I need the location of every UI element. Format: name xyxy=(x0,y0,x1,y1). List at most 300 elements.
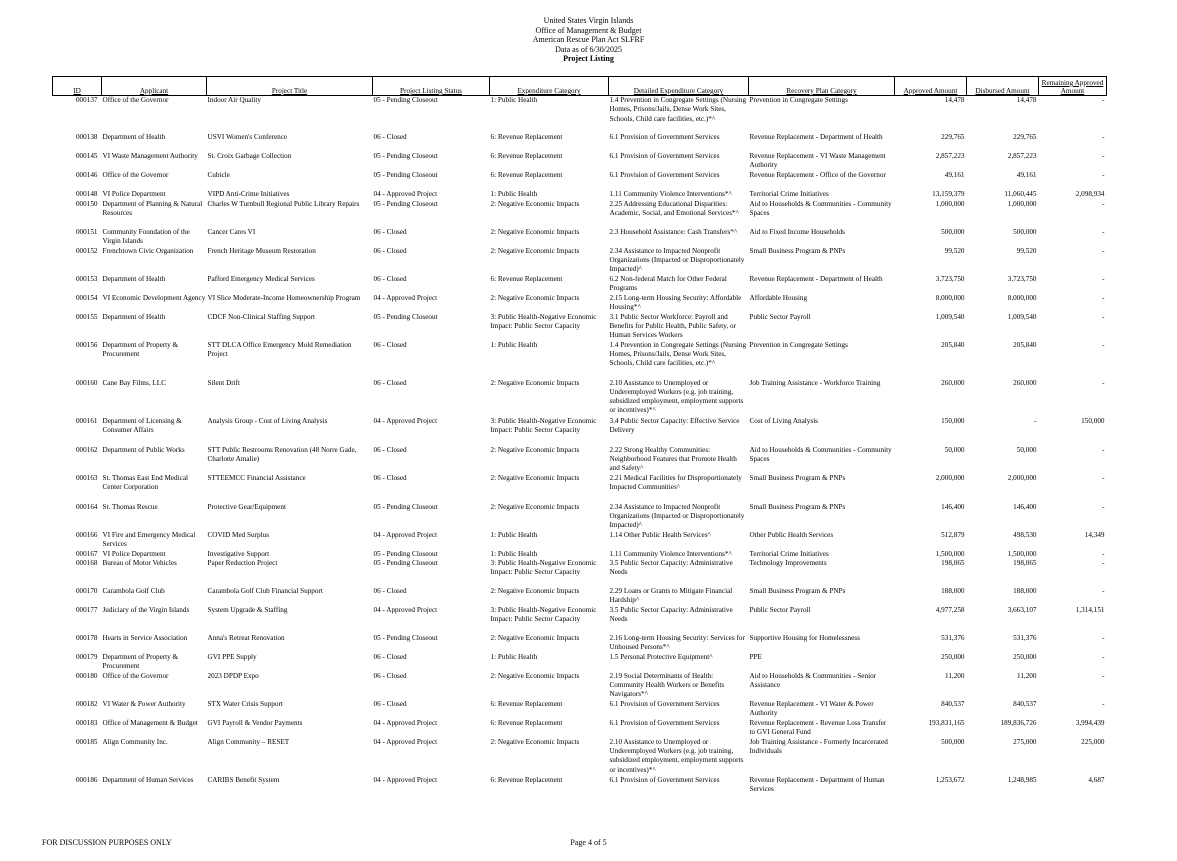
cell-status: 05 - Pending Closeout xyxy=(373,151,438,160)
cell-project-title: STTEEMCC Financial Assistance xyxy=(207,473,306,482)
cell-project-title: Pafford Emergency Medical Services xyxy=(207,274,315,283)
cell-detailed-category: 1.4 Prevention in Congregate Settings (Nursing Homes, Prisons/Jails, Dense Work Sites, Schools, Child care facilities, etc.)*^ xyxy=(609,96,747,123)
cell-approved-amount: 1,253,672 xyxy=(935,775,965,784)
cell-applicant: VI Economic Development Agency xyxy=(102,293,206,302)
cell-recovery-plan: Prevention in Congregate Settings xyxy=(749,96,848,104)
cell-detailed-category: 2.25 Addressing Educational Disparities: Academic, Social, and Emotional Services*^ xyxy=(609,199,740,217)
footer-disclaimer: FOR DISCUSSION PURPOSES ONLY xyxy=(42,838,172,847)
cell-applicant: VI Fire and Emergency Medical Services xyxy=(102,530,196,548)
cell-remaining-amount: 3,994,439 xyxy=(1075,718,1105,727)
cell-recovery-plan: Small Business Program & PNPs xyxy=(749,246,846,255)
cell-remaining-amount: - xyxy=(1102,227,1105,236)
cell-id: 000179 xyxy=(75,652,98,661)
table-row xyxy=(53,738,1107,776)
cell-detailed-category: 6.1 Provision of Government Services xyxy=(609,718,720,727)
cell-id: 000168 xyxy=(75,558,98,567)
cell-id: 000185 xyxy=(75,737,98,746)
cell-expenditure-category: 6: Revenue Replacement xyxy=(490,274,563,283)
cell-approved-amount: 250,000 xyxy=(941,652,965,661)
cell-applicant: Office of Management & Budget xyxy=(102,718,198,727)
cell-remaining-amount: - xyxy=(1102,312,1105,321)
cell-recovery-plan: Small Business Program & PNPs xyxy=(749,586,846,595)
cell-expenditure-category: 2: Negative Economic Impacts xyxy=(490,633,580,642)
cell-detailed-category: 6.1 Provision of Government Services xyxy=(609,151,720,160)
cell-project-title: Protective Gear/Equipment xyxy=(207,502,286,511)
cell-approved-amount: 146,400 xyxy=(941,502,965,511)
header-line-4: Data as of 6/30/2025 xyxy=(555,44,622,54)
cell-project-title: USVI Women's Conference xyxy=(207,132,288,141)
table-row xyxy=(53,417,1107,446)
cell-detailed-category: 2.29 Loans or Grants to Mitigate Financial Hardship^ xyxy=(609,586,733,605)
cell-recovery-plan: Supportive Housing for Homelessness xyxy=(749,633,860,642)
cell-remaining-amount: - xyxy=(1102,699,1105,708)
cell-status: 04 - Approved Project xyxy=(373,605,438,614)
cell-disbursed-amount: 2,857,223 xyxy=(1007,151,1037,160)
project-listing-table xyxy=(52,76,1107,795)
cell-project-title: Silent Drift xyxy=(207,378,241,387)
cell-project-title: Indoor Air Quality xyxy=(207,96,261,104)
cell-project-title: STT DLCA Office Emergency Mold Remediation Project xyxy=(207,340,352,358)
cell-applicant: Frenchtown Civic Organization xyxy=(102,246,194,255)
cell-recovery-plan: Small Business Program & PNPs xyxy=(749,502,846,511)
cell-status: 04 - Approved Project xyxy=(373,737,438,746)
cell-disbursed-amount: 1,248,985 xyxy=(1007,775,1037,784)
cell-id: 000178 xyxy=(75,633,98,642)
cell-project-title: CARIBS Benefit System xyxy=(207,775,280,784)
cell-approved-amount: 2,857,223 xyxy=(935,151,965,160)
cell-id: 000138 xyxy=(75,132,98,141)
cell-status: 04 - Approved Project xyxy=(373,775,438,784)
cell-remaining-amount: - xyxy=(1102,558,1105,567)
cell-detailed-category: 3.5 Public Sector Capacity: Administrative Needs xyxy=(609,558,733,577)
cell-project-title: STT Public Restrooms Renovation (48 Norre Gade, Charlotte Amalie) xyxy=(207,445,357,463)
cell-status: 06 - Closed xyxy=(373,274,407,283)
cell-id: 000182 xyxy=(75,699,98,708)
cell-project-title: St. Croix Garbage Collection xyxy=(207,151,292,160)
cell-status: 05 - Pending Closeout xyxy=(373,96,438,104)
cell-detailed-category: 6.1 Provision of Government Services xyxy=(609,775,720,784)
cell-status: 05 - Pending Closeout xyxy=(373,312,438,321)
cell-status: 06 - Closed xyxy=(373,227,407,236)
cell-disbursed-amount: 500,000 xyxy=(1013,227,1037,236)
cell-expenditure-category: 1: Public Health xyxy=(490,652,538,661)
cell-project-title: Align Community – RESET xyxy=(207,737,290,746)
cell-remaining-amount: - xyxy=(1102,473,1105,482)
cell-applicant: Align Community Inc. xyxy=(102,737,168,746)
cell-expenditure-category: 1: Public Health xyxy=(490,189,538,198)
cell-project-title: 2023 DPDP Expo xyxy=(207,671,259,680)
cell-status: 04 - Approved Project xyxy=(373,530,438,539)
cell-status: 05 - Pending Closeout xyxy=(373,549,438,558)
cell-project-title: COVID Med Surplus xyxy=(207,530,269,539)
cell-id: 000162 xyxy=(75,445,98,454)
cell-expenditure-category: 2: Negative Economic Impacts xyxy=(490,227,580,236)
cell-expenditure-category: 6: Revenue Replacement xyxy=(490,718,563,727)
cell-project-title: Analysis Group - Cost of Living Analysis xyxy=(207,416,328,425)
cell-id: 000146 xyxy=(75,170,98,179)
cell-applicant: VI Water & Power Authority xyxy=(102,699,186,708)
cell-status: 06 - Closed xyxy=(373,378,407,387)
cell-applicant: Judiciary of the Virgin Islands xyxy=(102,605,190,614)
col-header-disbursed: Disbursed Amount xyxy=(967,77,1039,96)
cell-id: 000180 xyxy=(75,671,98,680)
col-header-remaining: Remaining Approved Amount xyxy=(1039,77,1107,96)
cell-status: 06 - Closed xyxy=(373,699,407,708)
table-row xyxy=(53,152,1107,171)
cell-project-title: Paper Reduction Project xyxy=(207,558,278,567)
cell-disbursed-amount: 188,000 xyxy=(1013,586,1037,595)
cell-detailed-category: 6.1 Provision of Government Services xyxy=(609,170,720,179)
table-row xyxy=(53,294,1107,313)
cell-expenditure-category: 1: Public Health xyxy=(490,549,538,558)
cell-project-title: Cancer Cares VI xyxy=(207,227,256,236)
cell-id: 000163 xyxy=(75,473,98,482)
cell-disbursed-amount: 146,400 xyxy=(1013,502,1037,511)
cell-recovery-plan: Technology Improvements xyxy=(749,558,827,567)
cell-detailed-category: 3.5 Public Sector Capacity: Administrative Needs xyxy=(609,605,733,624)
cell-status: 06 - Closed xyxy=(373,340,407,349)
cell-expenditure-category: 1: Public Health xyxy=(490,530,538,539)
cell-recovery-plan: Territorial Crime Initiatives xyxy=(749,189,829,198)
cell-remaining-amount: 14,349 xyxy=(1084,530,1105,539)
cell-expenditure-category: 6: Revenue Replacement xyxy=(490,699,563,708)
cell-disbursed-amount: 11,200 xyxy=(1017,671,1037,680)
table-row xyxy=(53,171,1107,190)
table-row xyxy=(53,550,1107,559)
cell-applicant: Office of the Governor xyxy=(102,170,169,179)
cell-disbursed-amount: 840,537 xyxy=(1013,699,1037,708)
cell-project-title: Cubicle xyxy=(207,170,230,179)
cell-remaining-amount: - xyxy=(1102,293,1105,302)
cell-detailed-category: 2.19 Social Determinants of Health: Community Health Workers or Benefits Navigators*^ xyxy=(609,671,725,699)
cell-recovery-plan: Affordable Housing xyxy=(749,293,808,302)
cell-applicant: Carambola Golf Club xyxy=(102,586,165,595)
cell-id: 000152 xyxy=(75,246,98,255)
table-row xyxy=(53,379,1107,417)
cell-recovery-plan: Prevention in Congregate Settings xyxy=(749,340,848,349)
cell-detailed-category: 2.10 Assistance to Unemployed or Underemployed Workers (e.g. job training, subsidized employment, employment supports or incentives)*^ xyxy=(609,378,744,415)
cell-remaining-amount: - xyxy=(1102,633,1105,642)
cell-detailed-category: 1.14 Other Public Health Services^ xyxy=(609,530,711,539)
cell-expenditure-category: 2: Negative Economic Impacts xyxy=(490,199,580,208)
cell-applicant: VI Police Department xyxy=(102,189,166,198)
cell-applicant: Department of Health xyxy=(102,312,166,321)
cell-expenditure-category: 2: Negative Economic Impacts xyxy=(490,473,580,482)
col-header-expenditure-category: Expenditure Category xyxy=(490,77,609,96)
table-row xyxy=(53,653,1107,672)
cell-approved-amount: 11,200 xyxy=(945,671,965,680)
cell-remaining-amount: - xyxy=(1102,132,1105,141)
cell-status: 05 - Pending Closeout xyxy=(373,558,438,567)
cell-recovery-plan: Revenue Replacement - Department of Human Services xyxy=(749,775,885,794)
table-row xyxy=(53,503,1107,531)
cell-status: 05 - Pending Closeout xyxy=(373,170,438,179)
cell-remaining-amount: - xyxy=(1102,586,1105,595)
cell-applicant: VI Waste Management Authority xyxy=(102,151,198,160)
cell-recovery-plan: Public Sector Payroll xyxy=(749,605,811,614)
cell-detailed-category: 2.3 Household Assistance: Cash Transfers*^ xyxy=(609,227,738,236)
cell-applicant: Office of the Governor xyxy=(102,671,169,680)
cell-disbursed-amount: 2,000,000 xyxy=(1007,473,1037,482)
cell-approved-amount: 500,000 xyxy=(941,227,965,236)
cell-id: 000166 xyxy=(75,530,98,539)
cell-recovery-plan: Revenue Replacement - VI Water & Power Authority xyxy=(749,699,874,718)
cell-detailed-category: 6.2 Non-federal Match for Other Federal Programs xyxy=(609,274,727,292)
header-line-2: Office of Management & Budget xyxy=(535,25,642,35)
cell-approved-amount: 1,000,000 xyxy=(935,199,965,208)
cell-recovery-plan: Job Training Assistance - Formerly Incarcerated Individuals xyxy=(749,737,888,756)
cell-remaining-amount: - xyxy=(1102,445,1105,454)
cell-status: 06 - Closed xyxy=(373,652,407,661)
cell-remaining-amount: 1,314,151 xyxy=(1075,605,1105,614)
cell-approved-amount: 14,478 xyxy=(944,96,965,104)
cell-approved-amount: 1,009,540 xyxy=(935,312,965,321)
col-header-applicant: Applicant xyxy=(102,77,207,96)
cell-disbursed-amount: 3,723,750 xyxy=(1007,274,1037,283)
cell-approved-amount: 13,159,379 xyxy=(932,189,965,198)
cell-applicant: Hearts in Service Association xyxy=(102,633,188,642)
cell-expenditure-category: 1: Public Health xyxy=(490,96,538,104)
table-row xyxy=(53,190,1107,200)
table-row xyxy=(53,341,1107,379)
cell-disbursed-amount: 11,060,445 xyxy=(1004,189,1037,198)
table-row xyxy=(53,700,1107,719)
cell-disbursed-amount: - xyxy=(1034,416,1037,425)
cell-project-title: VIPD Anti-Crime Initiatives xyxy=(207,189,290,198)
cell-id: 000183 xyxy=(75,718,98,727)
cell-remaining-amount: - xyxy=(1102,199,1105,208)
cell-project-title: French Heritage Museum Restoration xyxy=(207,246,316,255)
cell-project-title: VI Slice Moderate-Income Homeownership Program xyxy=(207,293,361,302)
cell-approved-amount: 4,977,258 xyxy=(935,605,965,614)
cell-recovery-plan: Small Business Program & PNPs xyxy=(749,473,846,482)
cell-applicant: Bureau of Motor Vehicles xyxy=(102,558,177,567)
cell-remaining-amount: - xyxy=(1102,671,1105,680)
cell-disbursed-amount: 275,000 xyxy=(1013,737,1037,746)
cell-disbursed-amount: 531,376 xyxy=(1013,633,1037,642)
cell-approved-amount: 49,161 xyxy=(944,170,965,179)
cell-project-title: Carambola Golf Club Financial Support xyxy=(207,586,323,595)
cell-approved-amount: 531,376 xyxy=(941,633,965,642)
table-row xyxy=(53,133,1107,152)
cell-remaining-amount: 150,000 xyxy=(1081,416,1105,425)
cell-disbursed-amount: 498,530 xyxy=(1013,530,1037,539)
cell-recovery-plan: Job Training Assistance - Workforce Training xyxy=(749,378,881,387)
cell-detailed-category: 6.1 Provision of Government Services xyxy=(609,699,720,708)
cell-remaining-amount: 225,000 xyxy=(1081,737,1105,746)
table-row xyxy=(53,587,1107,606)
cell-detailed-category: 1.4 Prevention in Congregate Settings (Nursing Homes, Prisons/Jails, Dense Work Sites, Schools, Child care facilities, etc.)*^ xyxy=(609,340,747,368)
cell-approved-amount: 150,000 xyxy=(941,416,965,425)
cell-remaining-amount: 2,098,934 xyxy=(1075,189,1105,198)
cell-recovery-plan: Other Public Health Services xyxy=(749,530,834,539)
cell-project-title: CDCF Non-Clinical Staffing Support xyxy=(207,312,315,321)
cell-expenditure-category: 3: Public Health-Negative Economic Impact: Public Sector Capacity xyxy=(490,312,597,330)
cell-applicant: Department of Planning & Natural Resources xyxy=(102,199,203,217)
cell-approved-amount: 1,500,000 xyxy=(935,549,965,558)
cell-applicant: Department of Licensing & Consumer Affairs xyxy=(102,416,182,434)
cell-applicant: Department of Property & Procurement xyxy=(102,340,179,358)
cell-detailed-category: 2.21 Medical Facilities for Disproportionately Impacted Communities^ xyxy=(609,473,742,491)
table-row xyxy=(53,606,1107,634)
footer-page-number: Page 4 of 5 xyxy=(570,838,607,847)
cell-project-title: Charles W Turnbull Regional Public Library Repairs xyxy=(207,199,360,208)
cell-disbursed-amount: 198,065 xyxy=(1013,558,1037,567)
cell-approved-amount: 840,537 xyxy=(941,699,965,708)
cell-remaining-amount: - xyxy=(1102,170,1105,179)
cell-id: 000160 xyxy=(75,378,98,387)
cell-status: 06 - Closed xyxy=(373,671,407,680)
cell-disbursed-amount: 8,000,000 xyxy=(1007,293,1037,302)
cell-id: 000156 xyxy=(75,340,98,349)
cell-project-title: Anna's Retreat Renovation xyxy=(207,633,285,642)
cell-approved-amount: 8,000,000 xyxy=(935,293,965,302)
cell-expenditure-category: 3: Public Health-Negative Economic Impact: Public Sector Capacity xyxy=(490,416,597,434)
cell-detailed-category: 6.1 Provision of Government Services xyxy=(609,132,720,141)
cell-applicant: Department of Health xyxy=(102,132,166,141)
cell-disbursed-amount: 1,500,000 xyxy=(1007,549,1037,558)
report-header xyxy=(0,16,1177,64)
header-line-5: Project Listing xyxy=(563,54,614,63)
cell-remaining-amount: - xyxy=(1102,274,1105,283)
cell-project-title: System Upgrade & Staffing xyxy=(207,605,288,614)
cell-approved-amount: 260,000 xyxy=(941,378,965,387)
cell-expenditure-category: 6: Revenue Replacement xyxy=(490,775,563,784)
cell-status: 04 - Approved Project xyxy=(373,416,438,425)
cell-detailed-category: 2.10 Assistance to Unemployed or Underemployed Workers (e.g. job training, subsidized employment, employment supports or incentives)*^ xyxy=(609,737,744,774)
cell-expenditure-category: 6: Revenue Replacement xyxy=(490,170,563,179)
cell-recovery-plan: Aid to Households & Communities - Community Spaces xyxy=(749,199,892,217)
cell-detailed-category: 2.34 Assistance to Impacted Nonprofit Organizations (Impacted or Disproportionately Impacted)^ xyxy=(609,246,745,274)
cell-id: 000145 xyxy=(75,151,98,160)
table-row xyxy=(53,634,1107,653)
cell-recovery-plan: Aid to Households & Communities - Community Spaces xyxy=(749,445,892,463)
cell-recovery-plan: Public Sector Payroll xyxy=(749,312,811,321)
cell-recovery-plan: Aid to Fixed Income Households xyxy=(749,227,845,236)
cell-applicant: St. Thomas Rescue xyxy=(102,502,158,511)
cell-applicant: Office of the Governor xyxy=(102,96,169,104)
table-row xyxy=(53,776,1107,795)
cell-id: 000167 xyxy=(75,549,98,558)
cell-recovery-plan: Revenue Replacement - Office of the Governor xyxy=(749,170,886,179)
cell-detailed-category: 1.5 Personal Protective Equipment^ xyxy=(609,652,713,661)
table-row xyxy=(53,247,1107,275)
cell-detailed-category: 2.16 Long-term Housing Security: Services for Unhoused Persons*^ xyxy=(609,633,745,652)
cell-status: 05 - Pending Closeout xyxy=(373,199,438,208)
cell-applicant: St. Thomas East End Medical Center Corporation xyxy=(102,473,189,491)
cell-remaining-amount: - xyxy=(1102,151,1105,160)
cell-expenditure-category: 2: Negative Economic Impacts xyxy=(490,671,580,680)
cell-disbursed-amount: 3,663,107 xyxy=(1007,605,1037,614)
col-header-detailed-category: Detailed Expenditure Category xyxy=(609,77,749,96)
cell-remaining-amount: - xyxy=(1102,378,1105,387)
cell-disbursed-amount: 99,520 xyxy=(1016,246,1037,255)
cell-project-title: STX Water Crisis Support xyxy=(207,699,283,708)
cell-applicant: Cane Bay Films, LLC xyxy=(102,378,166,387)
cell-recovery-plan: Revenue Replacement - Department of Health xyxy=(749,132,883,141)
cell-id: 000170 xyxy=(75,586,98,595)
cell-approved-amount: 193,831,165 xyxy=(928,718,965,727)
cell-project-title: GVI Payroll & Vendor Payments xyxy=(207,718,303,727)
cell-status: 06 - Closed xyxy=(373,445,407,454)
cell-status: 06 - Closed xyxy=(373,586,407,595)
cell-status: 04 - Approved Project xyxy=(373,293,438,302)
cell-recovery-plan: Revenue Replacement - VI Waste Management Authority xyxy=(749,151,886,169)
cell-detailed-category: 2.34 Assistance to Impacted Nonprofit Organizations (Impacted or Disproportionately Impacted)^ xyxy=(609,502,745,530)
cell-applicant: VI Police Department xyxy=(102,549,166,558)
cell-status: 04 - Approved Project xyxy=(373,189,438,198)
cell-id: 000161 xyxy=(75,416,98,425)
cell-disbursed-amount: 50,000 xyxy=(1016,445,1037,454)
table-row xyxy=(53,275,1107,294)
cell-id: 000177 xyxy=(75,605,98,614)
cell-expenditure-category: 2: Negative Economic Impacts xyxy=(490,502,580,511)
cell-approved-amount: 229,765 xyxy=(941,132,965,141)
cell-expenditure-category: 2: Negative Economic Impacts xyxy=(490,737,580,746)
cell-recovery-plan: Revenue Replacement - Department of Health xyxy=(749,274,883,283)
table-row xyxy=(53,531,1107,550)
cell-approved-amount: 512,879 xyxy=(941,530,965,539)
table-row xyxy=(53,228,1107,247)
cell-expenditure-category: 2: Negative Economic Impacts xyxy=(490,445,580,454)
col-header-project-title: Project Title xyxy=(207,77,373,96)
cell-expenditure-category: 2: Negative Economic Impacts xyxy=(490,246,580,255)
cell-applicant: Department of Health xyxy=(102,274,166,283)
cell-approved-amount: 99,520 xyxy=(944,246,965,255)
cell-expenditure-category: 3: Public Health-Negative Economic Impact: Public Sector Capacity xyxy=(490,558,597,577)
cell-remaining-amount: - xyxy=(1102,549,1105,558)
table-row xyxy=(53,313,1107,341)
cell-expenditure-category: 6: Revenue Replacement xyxy=(490,151,563,160)
cell-disbursed-amount: 49,161 xyxy=(1016,170,1037,179)
cell-approved-amount: 3,723,750 xyxy=(935,274,965,283)
cell-applicant: Department of Public Works xyxy=(102,445,185,454)
cell-status: 04 - Approved Project xyxy=(373,718,438,727)
cell-detailed-category: 2.15 Long-term Housing Security: Affordable Housing*^ xyxy=(609,293,742,311)
cell-disbursed-amount: 229,765 xyxy=(1013,132,1037,141)
cell-id: 000151 xyxy=(75,227,98,236)
table-row xyxy=(53,474,1107,503)
cell-recovery-plan: Territorial Crime Initiatives xyxy=(749,549,829,558)
cell-detailed-category: 3.1 Public Sector Workforce: Payroll and Benefits for Public Health, Public Safety, or Human Services Workers xyxy=(609,312,736,340)
cell-id: 000164 xyxy=(75,502,98,511)
cell-status: 06 - Closed xyxy=(373,246,407,255)
cell-detailed-category: 2.22 Strong Healthy Communities: Neighborhood Features that Promote Health and Safety^ xyxy=(609,445,737,473)
cell-disbursed-amount: 260,000 xyxy=(1013,378,1037,387)
cell-remaining-amount: 4,687 xyxy=(1088,775,1105,784)
table-row xyxy=(53,446,1107,474)
cell-detailed-category: 3.4 Public Sector Capacity: Effective Service Delivery xyxy=(609,416,740,434)
cell-detailed-category: 1.11 Community Violence Interventions*^ xyxy=(609,549,732,558)
cell-id: 000154 xyxy=(75,293,98,302)
table-row xyxy=(53,559,1107,587)
cell-applicant: Community Foundation of the Virgin Islands xyxy=(102,227,190,245)
cell-approved-amount: 50,000 xyxy=(944,445,965,454)
cell-recovery-plan: Revenue Replacement - Revenue Loss Transfer to GVI General Fund xyxy=(749,718,887,737)
cell-project-title: GVI PPE Supply xyxy=(207,652,257,661)
col-header-approved: Approved Amount xyxy=(895,77,967,96)
cell-disbursed-amount: 205,840 xyxy=(1013,340,1037,349)
table-row xyxy=(53,672,1107,700)
cell-approved-amount: 198,065 xyxy=(941,558,965,567)
cell-status: 06 - Closed xyxy=(373,473,407,482)
table-row xyxy=(53,719,1107,738)
cell-remaining-amount: - xyxy=(1102,96,1105,104)
cell-disbursed-amount: 1,009,540 xyxy=(1007,312,1037,321)
cell-status: 05 - Pending Closeout xyxy=(373,502,438,511)
cell-remaining-amount: - xyxy=(1102,502,1105,511)
cell-recovery-plan: PPE xyxy=(749,652,762,661)
